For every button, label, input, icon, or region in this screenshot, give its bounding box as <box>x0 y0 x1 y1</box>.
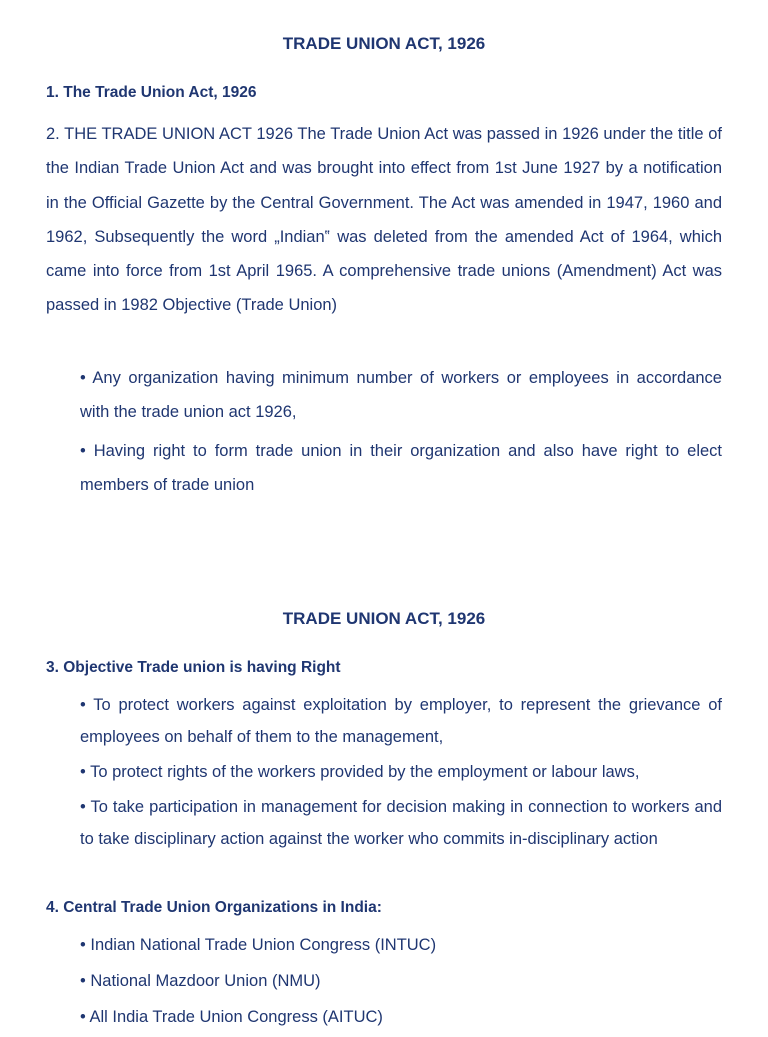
list-item: • All India Trade Union Congress (AITUC) <box>80 1008 383 1026</box>
page-title-2: TRADE UNION ACT, 1926 <box>282 609 486 628</box>
list-item: • To take participation in management for decision making in connection to workers and to take disciplinary action against the worker who commits in-disciplinary action <box>80 798 722 848</box>
list-item: • Having right to form trade union in their organization and also have right to elect members of trade union <box>80 441 722 494</box>
page-title: TRADE UNION ACT, 1926 <box>282 34 486 53</box>
act-history-paragraph: 2. THE TRADE UNION ACT 1926 The Trade Union Act was passed in 1926 under the title of the Indian Trade Union Act and was brought into effect from 1st June 1927 by a notification in the Official Gazette by the Central Government. The Act was amended in 1947, 1960 and 1962, Subsequently the word „Indian‟ was deleted from the amended Act of 1964, which came into force from 1st April 1965. A comprehensive trade unions (Amendment) Act was passed in 1982 Objective (Trade Union) <box>46 125 722 315</box>
objective-bullet-list <box>80 361 722 506</box>
list-item: • To protect workers against exploitation by employer, to represent the grievance of employees on behalf of them to the management, <box>80 696 722 746</box>
section-heading-act: 1. The Trade Union Act, 1926 <box>46 84 257 101</box>
rights-bullet-list <box>80 689 722 858</box>
list-item: • Indian National Trade Union Congress (INTUC) <box>80 936 437 954</box>
list-item: • To protect rights of the workers provided by the employment or labour laws, <box>80 763 640 781</box>
list-item: • Any organization having minimum number of workers or employees in accordance with the trade union act 1926, <box>80 369 722 422</box>
list-item: • National Mazdoor Union (NMU) <box>80 972 321 990</box>
section-heading-organizations: 4. Central Trade Union Organizations in India: <box>46 899 382 916</box>
section-heading-objectives: 3. Objective Trade union is having Right <box>46 659 341 676</box>
organizations-bullet-list <box>80 929 722 1037</box>
